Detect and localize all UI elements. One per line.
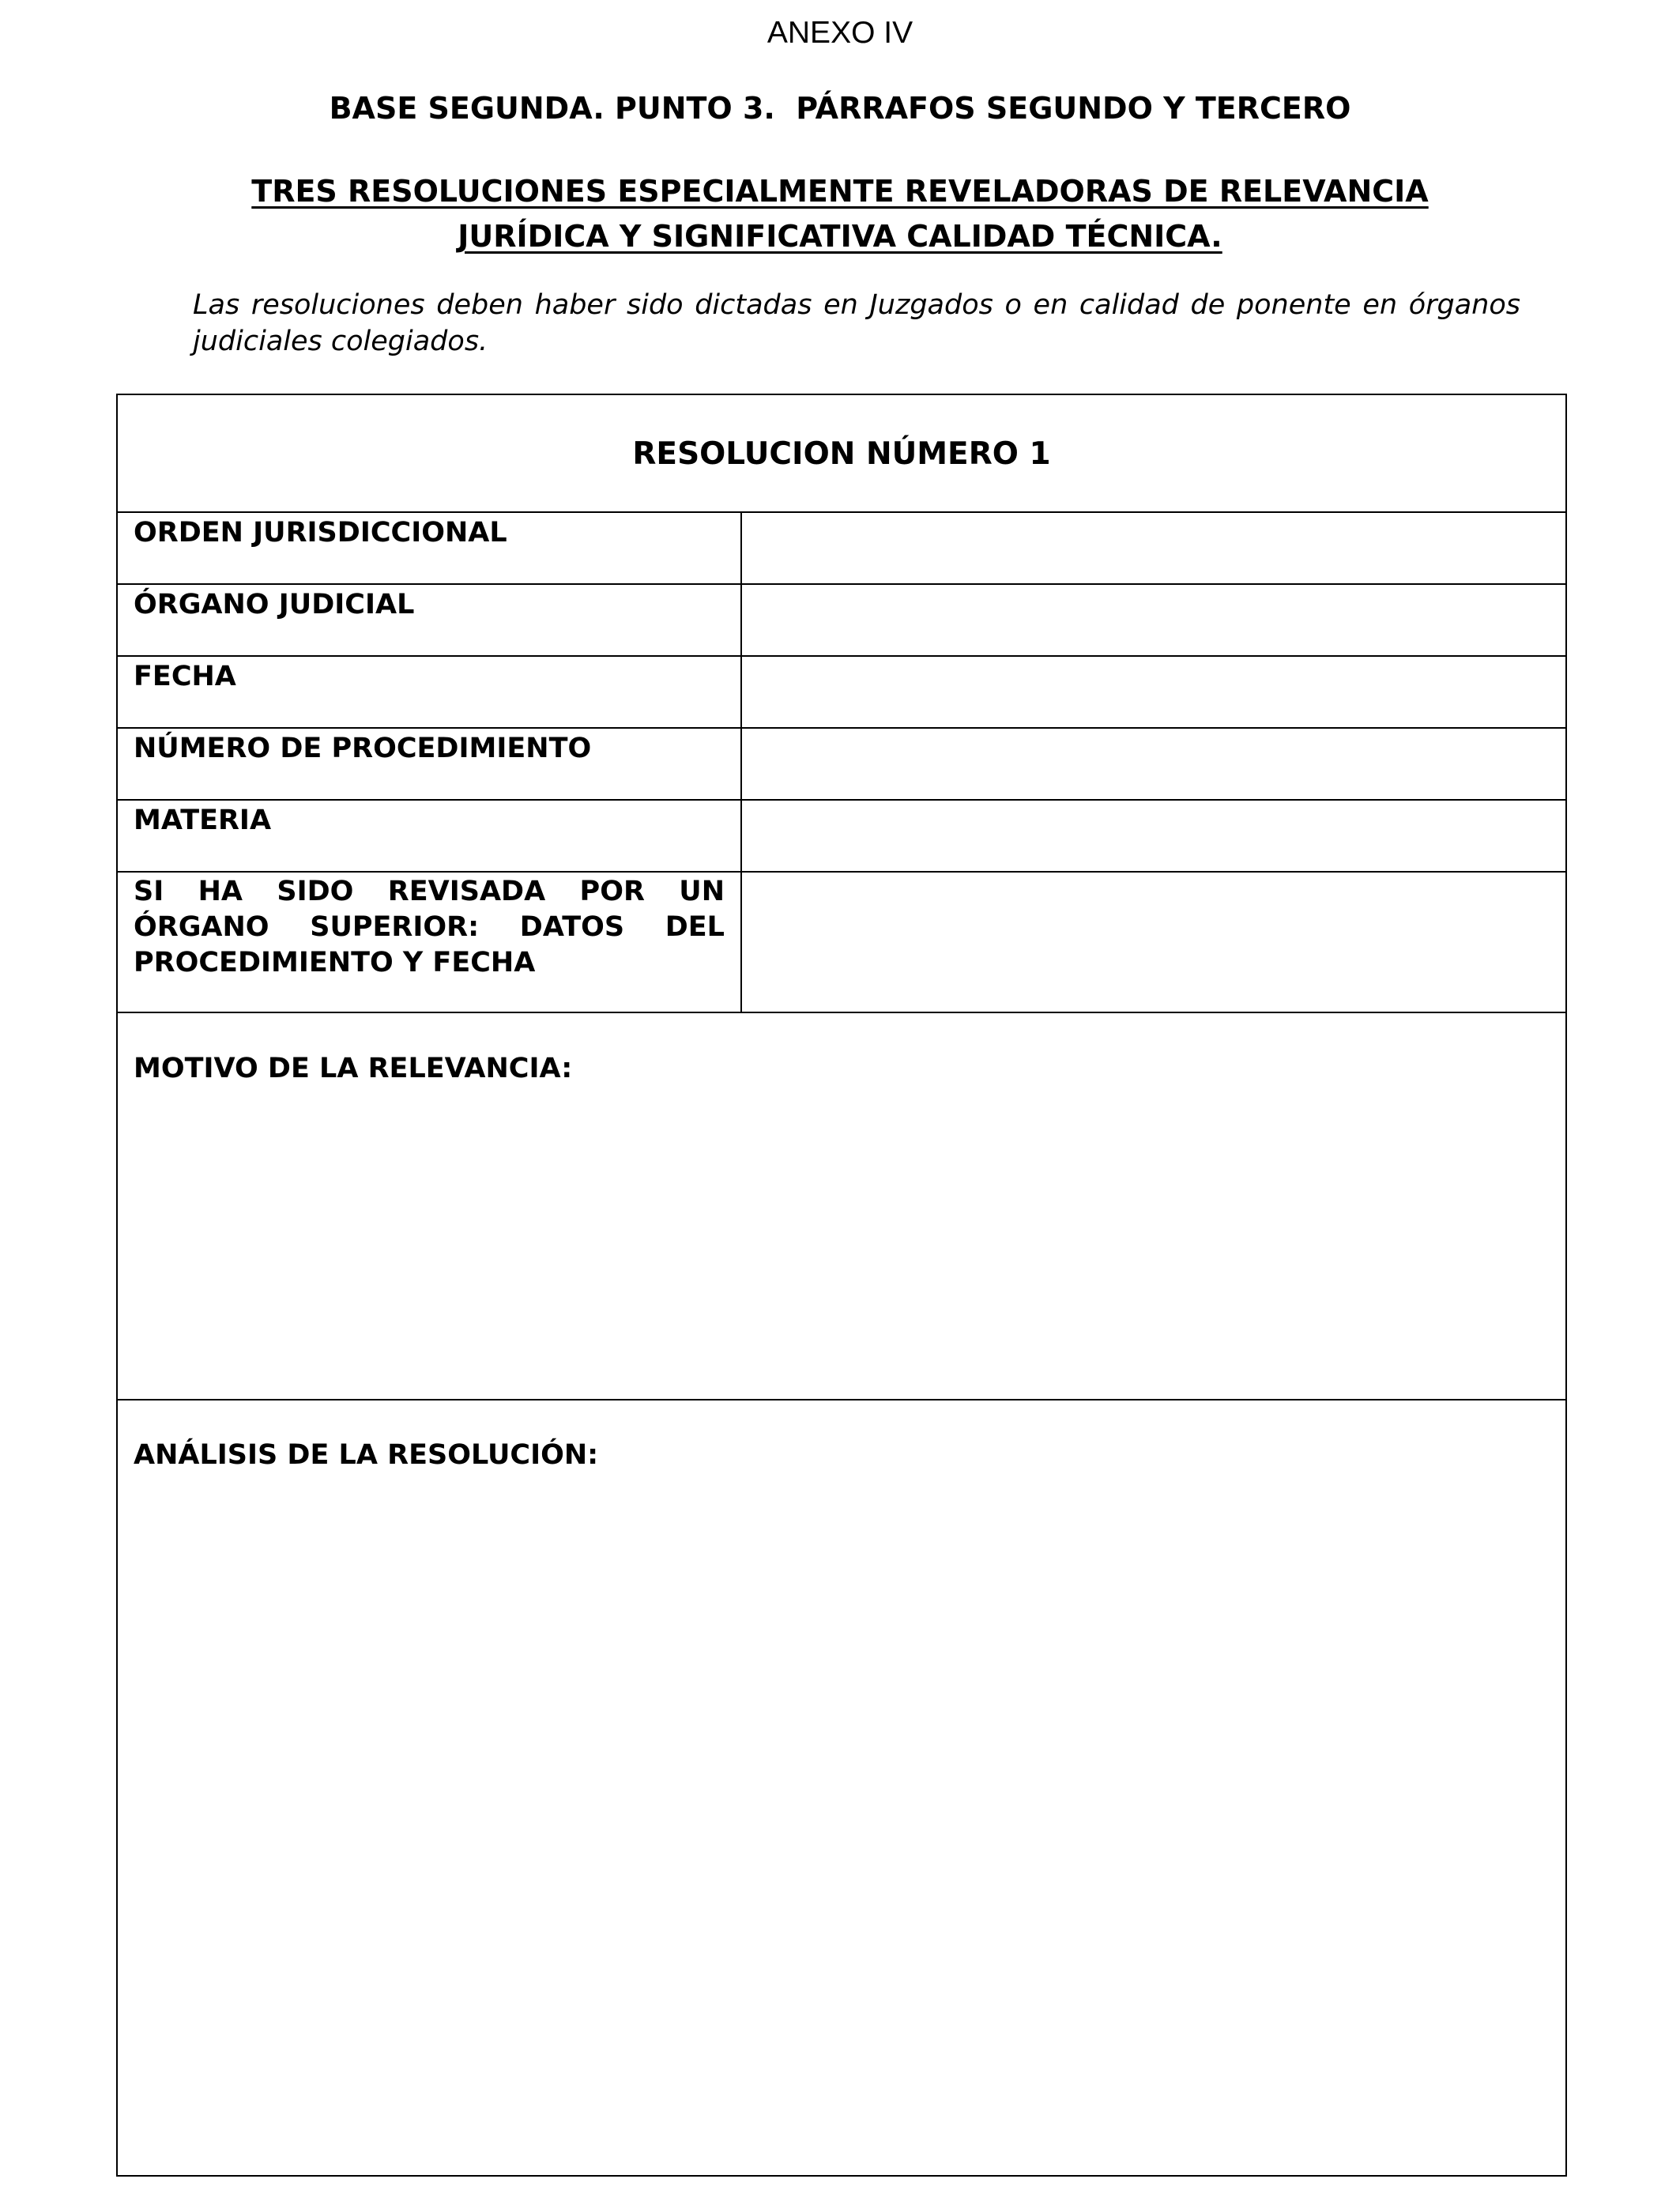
label-organo-judicial: ÓRGANO JUDICIAL: [134, 589, 415, 620]
form-divider: [118, 1012, 1565, 1013]
resolution-form: [116, 394, 1567, 2177]
subtitle-line-2: JURÍDICA Y SIGNIFICATIVA CALIDAD TÉCNICA.: [458, 219, 1222, 254]
label-motivo-relevancia: MOTIVO DE LA RELEVANCIA:: [134, 1053, 573, 1084]
label-revision-superior: SI HA SIDO REVISADA POR UN ÓRGANO SUPERIOR: DATOS DEL PROCEDIMIENTO Y FECHA: [134, 876, 725, 978]
subtitle-line-1: TRES RESOLUCIONES ESPECIALMENTE REVELADORAS DE RELEVANCIA: [251, 174, 1429, 209]
document-subtitle: [111, 169, 1569, 259]
field-fecha[interactable]: [742, 657, 1565, 727]
annex-title: ANEXO IV: [767, 16, 913, 50]
instructions-note: Las resoluciones deben haber sido dictadas en Juzgados o en calidad de ponente en órganos judiciales colegiados.: [193, 289, 1520, 357]
resolution-title: RESOLUCION NÚMERO 1: [632, 436, 1051, 472]
label-orden-jurisdiccional: ORDEN JURISDICCIONAL: [134, 517, 507, 548]
label-numero-procedimiento: NÚMERO DE PROCEDIMIENTO: [134, 733, 592, 764]
label-fecha: FECHA: [134, 661, 236, 692]
label-analisis-resolucion: ANÁLISIS DE LA RESOLUCIÓN:: [134, 1439, 599, 1471]
field-numero-procedimiento[interactable]: [742, 729, 1565, 799]
field-orden-jurisdiccional[interactable]: [742, 513, 1565, 583]
field-materia[interactable]: [742, 801, 1565, 871]
label-materia: MATERIA: [134, 805, 272, 836]
field-analisis-resolucion[interactable]: [118, 1478, 1565, 2173]
field-motivo-relevancia[interactable]: [118, 1091, 1565, 1397]
field-revision-superior[interactable]: [742, 873, 1565, 1012]
form-divider: [118, 1399, 1565, 1400]
base-heading: BASE SEGUNDA. PUNTO 3. PÁRRAFOS SEGUNDO Y TERCERO: [329, 91, 1351, 126]
field-organo-judicial[interactable]: [742, 585, 1565, 655]
